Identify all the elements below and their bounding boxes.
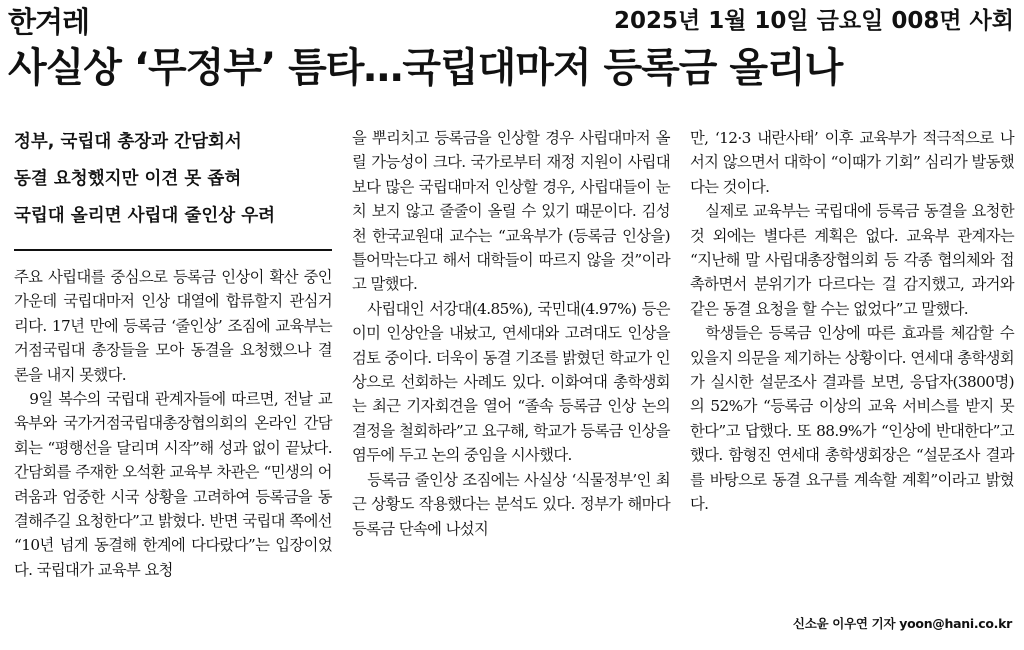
- body-text: [14, 265, 332, 582]
- paragraph: 만, ‘12·3 내란사태’ 이후 교육부가 적극적으로 나서지 않으면서 대학이 “이때가 기회” 심리가 발동했다는 것이다.: [690, 129, 1014, 196]
- body-text: [690, 126, 1014, 517]
- article-column-1: [14, 124, 332, 644]
- paragraph: 등록금 줄인상 조짐에는 사실상 ‘식물정부’인 최근 상황도 작용했다는 분석도 있다. 정부가 해마다 등록금 단속에 나섰지: [352, 470, 670, 538]
- paragraph: 주요 사립대를 중심으로 등록금 인상이 확산 중인 가운데 국립대마저 인상 대열에 합류할지 관심거리다. 17년 만에 등록금 ‘줄인상’ 조짐에 교육부는 거점국립대 총장들을 모아 동결을 요청했으나 결론을 내지 못했다.: [14, 268, 332, 384]
- deck-line: 정부, 국립대 총장과 간담회서: [14, 132, 242, 152]
- dateline: 2025년 1월 10일 금요일 008면 사회: [613, 8, 1014, 34]
- deck-divider: [14, 249, 332, 251]
- paragraph: 학생들은 등록금 인상에 따른 효과를 체감할 수 있을지 의문을 제기하는 상황이다. 연세대 총학생회가 실시한 설문조사 결과를 보면, 응답자(3800명)의 52%가 “등록금 이상의 교육 서비스를 받지 못한다”고 답했다. 또 88.9%가 “인상에 반대한다”고 했다. 함형진 연세대 총학생회장은 “설문조사 결과를 바탕으로 동결 요구를 계속할 계획”이라고 밝혔다.: [690, 324, 1014, 514]
- deck-line: 국립대 올리면 사립대 줄인상 우려: [14, 206, 276, 226]
- paragraph: 실제로 교육부는 국립대에 등록금 동결을 요청한 것 외에는 별다른 계획은 없다. 교육부 관계자는 “지난해 말 사립대총장협의회 등 각종 협의체와 접촉하면서 분위기가 다르다는 걸 감지했고, 과거와 같은 동결 요청을 할 수는 없었다”고 말했다.: [690, 202, 1014, 318]
- paragraph: 사립대인 서강대(4.85%), 국민대(4.97%) 등은 이미 인상안을 내놨고, 연세대와 고려대도 인상을 검토 중이다. 더욱이 동결 기조를 밝혔던 학교가 인상으로 선회하는 사례도 있다. 이화여대 총학생회는 최근 기자회견을 열어 “졸속 등록금 인상 논의 결정을 철회하라”고 요구해, 학교가 등록금 인상을 염두에 두고 논의 중임을 시사했다.: [352, 299, 670, 465]
- article-column-2: [352, 126, 670, 646]
- byline: 신소윤 이우연 기자 yoon@hani.co.kr: [792, 616, 1012, 631]
- article-headline: 사실상 ‘무정부’ 틈타…국립대마저 등록금 올리나: [8, 45, 843, 91]
- masthead: [0, 0, 1024, 38]
- article-column-3: [690, 126, 1014, 646]
- subheadline-deck: [14, 124, 332, 235]
- body-text: [352, 126, 670, 541]
- paragraph: 9일 복수의 국립대 관계자들에 따르면, 전날 교육부와 국가거점국립대총장협의회의 온라인 간담회는 “평행선을 달리며 시작”해 성과 없이 끝났다. 간담회를 주재한 오석환 교육부 차관은 “민생의 어려움과 엄중한 시국 상황을 고려하여 등록금을 동결해주길 요청한다”고 밝혔다. 반면 국립대 쪽에선 “10년 넘게 동결해 한계에 다다랐다”는 입장이었다. 국립대가 교육부 요청: [14, 390, 332, 579]
- paragraph: 을 뿌리치고 등록금을 인상할 경우 사립대마저 올릴 가능성이 크다. 국가로부터 재정 지원이 사립대보다 많은 국립대마저 인상할 경우, 사립대들이 눈치 보지 않고 줄줄이 올릴 수 있기 때문이다. 김성천 한국교원대 교수는 “교육부가 (등록금 인상을) 틀어막는다고 해서 대학들이 따르지 않을 것”이라고 말했다.: [352, 129, 670, 294]
- newspaper-logo: 한겨레: [8, 5, 90, 39]
- deck-line: 동결 요청했지만 이견 못 좁혀: [14, 169, 242, 189]
